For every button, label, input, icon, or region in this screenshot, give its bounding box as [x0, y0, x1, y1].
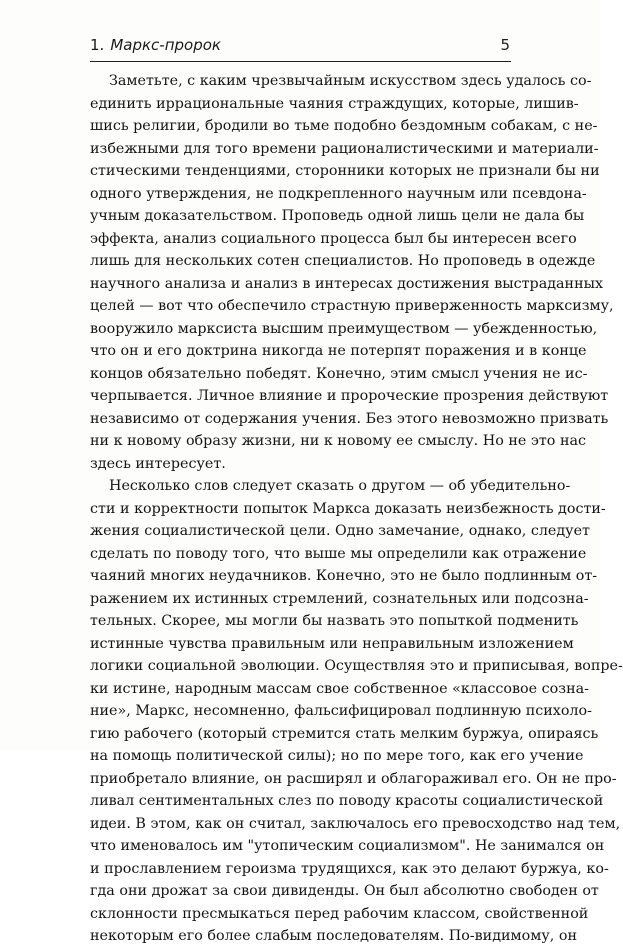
text-line: стическими тенденциями, сторонники которых не признали бы ни — [90, 163, 600, 179]
chapter-number: 1. — [90, 36, 105, 54]
text-line: что именовалось им "утопическим социализмом". Не занимался он — [90, 838, 605, 854]
paragraph — [90, 70, 614, 475]
text-line: и прославлением героизма трудящихся, как это делают буржуа, ко- — [90, 860, 609, 877]
text-line: концов обязательно победят. Конечно, этим смысл учения не ис- — [90, 365, 588, 382]
text-line: эффекта, анализ социального процесса был бы интересен всего — [90, 230, 577, 247]
text-line: избежными для того времени рационалистическими и материали- — [90, 140, 599, 157]
text-line: склонности пресмыкаться перед рабочим классом, свойственной — [90, 905, 589, 922]
body-text — [90, 70, 623, 948]
text-line: одного утверждения, не подкрепленного научным или псевдона- — [90, 185, 587, 202]
text-line: сделать по поводу того, что выше мы определили как отражение — [90, 545, 587, 562]
text-line: тельных. Скорее, мы могли бы назвать это попыткой подменить — [90, 613, 579, 629]
text-line: гию рабочего (который стремится стать мелким буржуа, опираясь — [90, 725, 599, 742]
text-line: единить иррациональные чаяния страждущих, которые, лишив- — [90, 95, 579, 112]
text-line: ки истине, народным массам свое собственное «классовое созна- — [90, 680, 589, 697]
text-line: логики социальной эволюции. Осуществляя это и приписывая, вопре- — [90, 658, 623, 674]
text-line: целей — вот что обеспечило страстную приверженность марксизму, — [90, 298, 614, 314]
text-line: здесь интересует. — [90, 455, 226, 472]
text-line: Заметьте, с каким чрезвычайным искусством здесь удалось со- — [109, 73, 592, 89]
text-line: приобретало влияние, он расширял и облагораживал его. Он не про- — [90, 770, 617, 787]
text-line: жения социалистической цели. Одно замечание, однако, следует — [90, 523, 590, 539]
text-line: ливал сентиментальных слез по поводу красоты социалистической — [90, 793, 604, 809]
text-line: сти и корректности попыток Маркса доказать неизбежность дости- — [90, 500, 606, 517]
chapter-heading — [90, 36, 221, 54]
text-line: ражением их истинных стремлений, сознательных или подсозна- — [90, 590, 589, 607]
paragraph — [90, 475, 623, 948]
text-line: чаяний многих неудачников. Конечно, это не было подлинным от- — [90, 568, 598, 584]
text-line: Несколько слов следует сказать о другом — об убедительно- — [109, 478, 571, 494]
page-number: 5 — [500, 36, 510, 54]
text-line: на помощь политической силы); но по мере того, как его учение — [90, 748, 584, 764]
text-line: истинные чувства правильным или неправильным изложением — [90, 635, 574, 652]
text-line: шись религии, бродили во тьме подобно бездомным собакам, с не- — [90, 118, 598, 134]
header-divider — [90, 61, 511, 62]
text-line: лишь для нескольких сотен специалистов. Но проповедь в одежде — [90, 253, 596, 269]
text-line: учным доказательством. Проповедь одной лишь цели не дала бы — [90, 208, 585, 224]
running-head — [90, 36, 510, 60]
text-line: независимо от содержания учения. Без этого невозможно призвать — [90, 410, 609, 427]
text-line: гда они дрожат за свои дивиденды. Он был абсолютно свободен от — [90, 883, 599, 899]
text-line: некоторым его более слабым последователям. По-видимому, он — [90, 928, 578, 944]
text-line: идеи. В этом, как он считал, заключалось его превосходство над тем, — [90, 815, 621, 832]
text-line: ни к новому образу жизни, ни к новому ее смыслу. Но не это нас — [90, 433, 587, 449]
text-line: что он и его доктрина никогда не потерпят поражения и в конце — [90, 343, 587, 359]
text-line: ние», Маркс, несомненно, фальсифицировал подлинную психоло- — [90, 703, 592, 719]
text-line: научного анализа и анализ в интересах достижения выстраданных — [90, 275, 604, 292]
text-line: вооружило марксиста высшим преимуществом — убежденностью, — [90, 320, 598, 337]
text-line: черпывается. Личное влияние и пророческие прозрения действуют — [90, 388, 609, 404]
chapter-title: Маркс-пророк — [110, 36, 221, 54]
